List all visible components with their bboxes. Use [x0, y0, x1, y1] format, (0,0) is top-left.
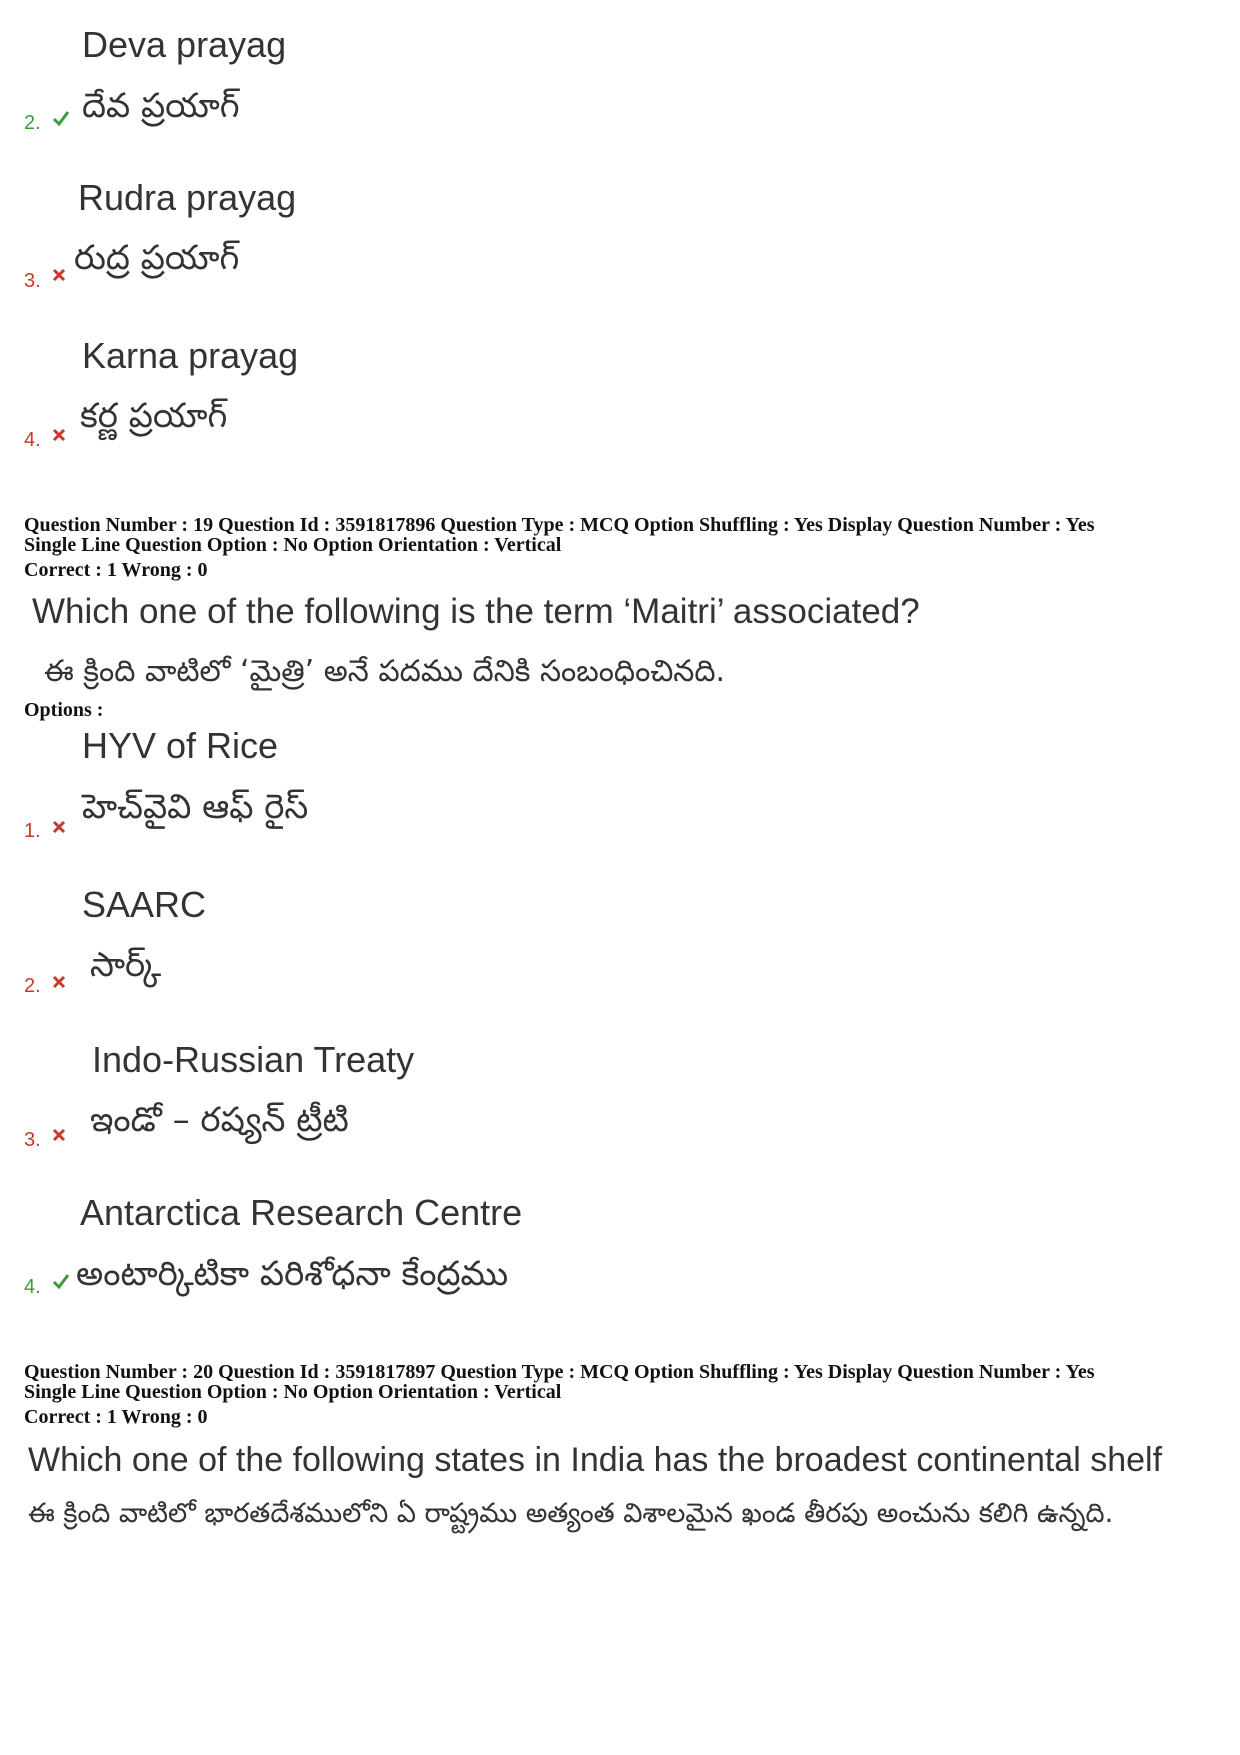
- option-telugu: హెచ్‌వైవి ఆఫ్ రైస్: [82, 787, 309, 827]
- option-number: 2.: [24, 112, 41, 134]
- question-text-telugu: ఈ క్రింది వాటిలో ‘మైత్రి’ అనే పదము దేనికి సంబంధించినది.: [44, 654, 726, 689]
- option-telugu: కర్ణ ప్రయాగ్: [80, 396, 228, 436]
- option-english: Indo-Russian Treaty: [92, 1039, 415, 1080]
- option-number: 1.: [24, 820, 41, 842]
- option-english: Deva prayag: [82, 24, 287, 65]
- option-telugu: సార్క్: [90, 945, 162, 985]
- option-number: 4.: [24, 1276, 41, 1298]
- check-icon: [52, 1272, 70, 1290]
- question-text-english: Which one of the following is the term ‘Maitri’ associated?: [32, 592, 920, 631]
- option-telugu: అంటార్కిటికా పరిశోధనా కేంద్రము: [76, 1254, 509, 1294]
- option-english: HYV of Rice: [82, 725, 279, 766]
- cross-icon: [52, 428, 66, 442]
- question-meta-line2: Single Line Question Option : No Option Orientation : Vertical: [24, 1381, 562, 1403]
- question-text-telugu: ఈ క్రింది వాటిలో భారతదేశములోని ఏ రాష్ట్రము అత్యంత విశాలమైన ఖండ తీరపు అంచును కలిగి ఉన్నది.: [28, 1498, 1114, 1529]
- option-english: Rudra prayag: [78, 177, 297, 218]
- question-meta-line1: Question Number : 20 Question Id : 3591817897 Question Type : MCQ Option Shuffling : Yes Display Question Number : Yes: [24, 1361, 1095, 1383]
- option-english: SAARC: [82, 884, 207, 925]
- option-number: 3.: [24, 1129, 41, 1151]
- cross-icon: [52, 1128, 66, 1142]
- option-telugu: ఇండో – రష్యన్ ట్రీటి: [90, 1100, 349, 1140]
- option-telugu: దేవ ప్రయాగ్: [82, 86, 240, 126]
- options-label: Options :: [24, 699, 104, 721]
- check-icon: [52, 109, 70, 127]
- option-number: 3.: [24, 270, 41, 292]
- score-line: Correct : 1 Wrong : 0: [24, 559, 208, 581]
- option-english: Antarctica Research Centre: [80, 1192, 523, 1233]
- option-english: Karna prayag: [82, 335, 299, 376]
- option-telugu: రుద్ర ప్రయాగ్: [74, 238, 240, 278]
- cross-icon: [52, 975, 66, 989]
- question-meta-line2: Single Line Question Option : No Option Orientation : Vertical: [24, 534, 562, 556]
- option-number: 4.: [24, 429, 41, 451]
- question-text-english: Which one of the following states in India has the broadest continental shelf: [28, 1441, 1163, 1479]
- cross-icon: [52, 268, 66, 282]
- cross-icon: [52, 820, 66, 834]
- score-line: Correct : 1 Wrong : 0: [24, 1406, 208, 1428]
- question-meta-line1: Question Number : 19 Question Id : 3591817896 Question Type : MCQ Option Shuffling : Yes Display Question Number : Yes: [24, 514, 1095, 536]
- option-number: 2.: [24, 975, 41, 997]
